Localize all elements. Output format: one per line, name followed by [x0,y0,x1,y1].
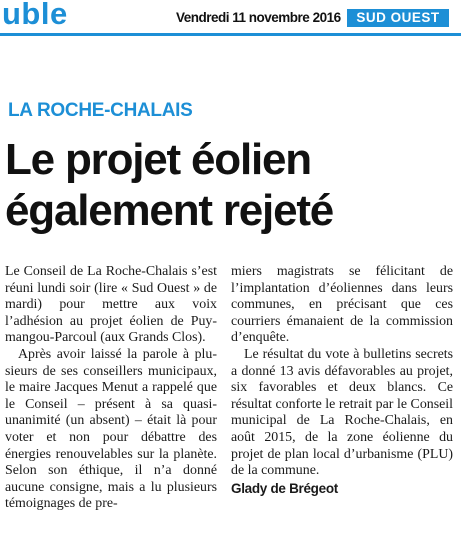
issue-date: Vendredi 11 novembre 2016 [176,10,341,25]
paragraph-vote-result: Le résultat du vote à bulletins secrets a donné 13 avis défavorables au projet, six favorables et deux blancs. Ce résultat conforte le retrait par le Conseil municipal de La Roche-Chalais, en août 2015, de la zone éolienne du projet de plan local d’urbanisme (PLU) de la commune. [231,346,453,479]
newspaper-logo: SUD OUEST [347,9,449,27]
paragraph-intro: Le Conseil de La Roche-Chalais s’est réuni lundi soir (lire « Sud Ouest » de mardi) pour mettre aux voix l’adhésion au projet éolien de Puymangou-Parcoul (aux Grands Clos). [5,264,217,346]
header-rule [0,33,461,36]
page-header [0,0,461,34]
article-kicker: LA ROCHE-CHALAIS [8,100,193,121]
paragraph-mayor: Après avoir laissé la parole à plusieurs de ses conseillers municipaux, le maire Jacques Menut a rappelé que le Conseil – présent à sa quasi-unanimité (un absent) – était là pour voter et non pour débattre des énergies renouvelables sur la planète. Selon son éthique, il n’a donné aucune consigne, mais a lu plusieurs témoignages de pre- [5,346,217,512]
article-headline [5,134,457,236]
headline-line-2: également rejeté [5,186,334,235]
article-column-left [5,264,217,513]
paragraph-continued: miers magistrats se félicitant de l’implantation d’éoliennes dans leurs communes, en précisant que ces courriers émanaient de la commission d’enquête. [231,264,453,346]
headline-line-1: Le projet éolien [5,135,311,184]
section-title-fragment: uble [2,0,68,31]
article-column-right [231,264,453,497]
author-signature: Glady de Brégeot [231,480,338,496]
